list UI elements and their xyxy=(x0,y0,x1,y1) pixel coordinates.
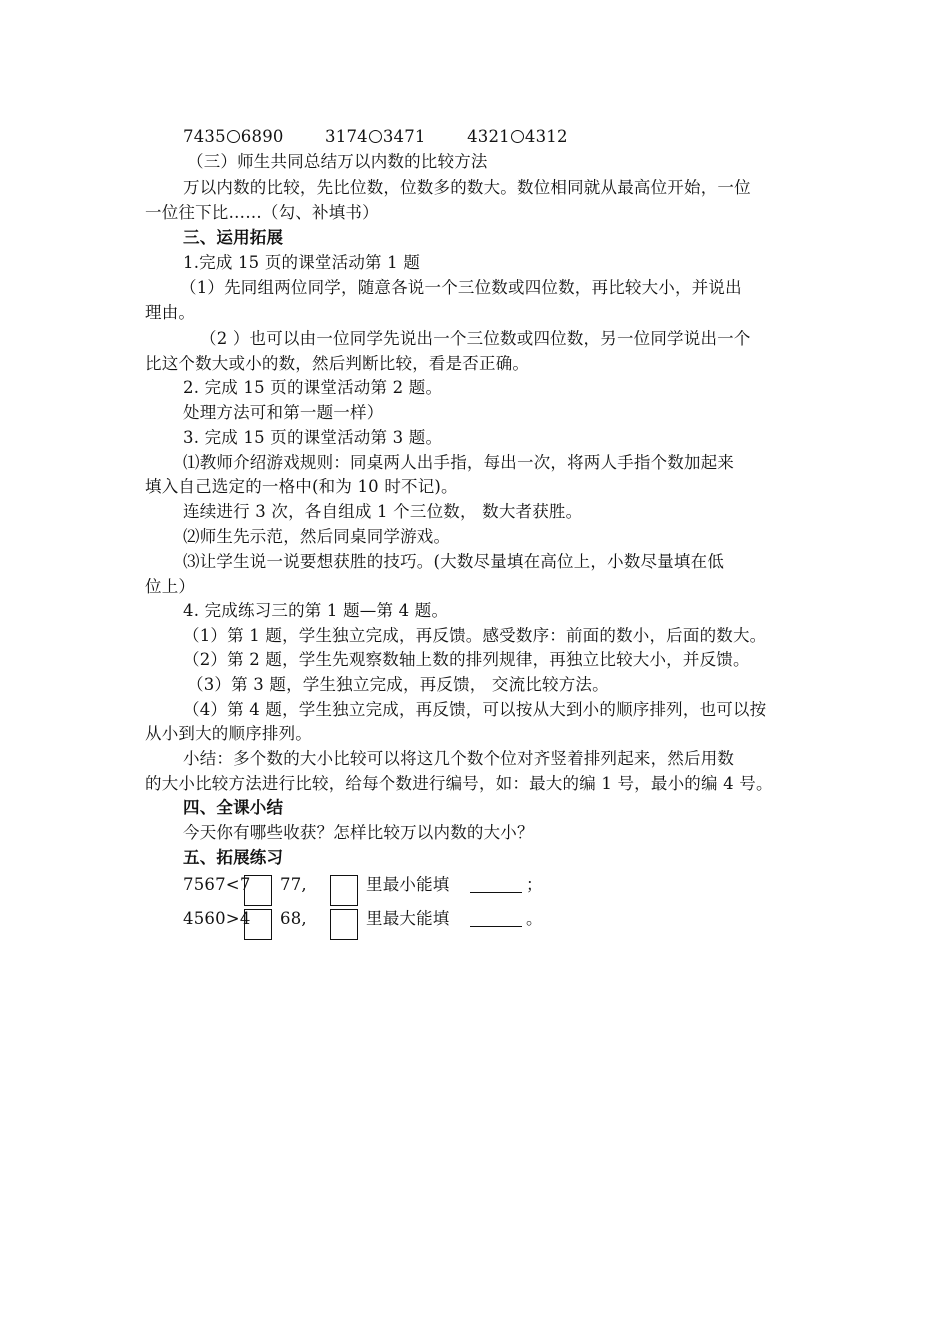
exercise-1-suffix: 77, xyxy=(280,875,307,894)
fill-blank[interactable] xyxy=(470,892,522,893)
paragraph-line: ⑶让学生说一说要想获胜的技巧。(大数尽量填在高位上，小数尽量填在低 xyxy=(183,552,725,571)
paragraph-line: 2. 完成 15 页的课堂活动第 2 题。 xyxy=(183,378,443,397)
paragraph-line: （3）第 3 题，学生独立完成，再反馈， 交流比较方法。 xyxy=(187,675,609,694)
paragraph-line: 3. 完成 15 页的课堂活动第 3 题。 xyxy=(183,428,443,447)
paragraph-line: （4）第 4 题，学生独立完成，再反馈，可以按从大到小的顺序排列，也可以按 xyxy=(183,700,767,719)
paragraph-line: （2 ）也可以由一位同学先说出一个三位数或四位数，另一位同学说出一个 xyxy=(200,329,751,348)
paragraph-line: 1.完成 15 页的课堂活动第 1 题 xyxy=(183,253,421,272)
paragraph-line: ⑵师生先示范，然后同桌同学游戏。 xyxy=(183,527,451,546)
paragraph-line: 位上） xyxy=(145,577,196,596)
paragraph-line: （2）第 2 题，学生先观察数轴上数的排列规律，再独立比较大小，并反馈。 xyxy=(183,650,750,669)
compare-circle xyxy=(227,130,240,143)
paragraph-line: 处理方法可和第一题一样） xyxy=(183,403,384,422)
paragraph-line: （1）第 1 题，学生独立完成，再反馈。感受数序：前面的数小，后面的数大。 xyxy=(183,626,767,645)
section-subtitle: （三）师生共同总结万以内数的比较方法 xyxy=(187,152,488,171)
compare-item-3: 4321 4312 xyxy=(467,127,568,146)
paragraph-line: 4. 完成练习三的第 1 题—第 4 题。 xyxy=(183,601,449,620)
paragraph-line: 的大小比较方法进行比较，给每个数进行编号，如：最大的编 1 号，最小的编 4 号。 xyxy=(145,774,773,793)
exercise-1-end: ； xyxy=(526,875,543,894)
compare-item-2: 3174 3471 xyxy=(325,127,426,146)
paragraph-line: 连续进行 3 次，各自组成 1 个三位数， 数大者获胜。 xyxy=(183,502,583,521)
paragraph-line: 从小到大的顺序排列。 xyxy=(145,724,312,743)
answer-box[interactable] xyxy=(244,909,272,940)
answer-box[interactable] xyxy=(330,909,358,940)
paragraph-line: （1）先同组两位同学，随意各说一个三位数或四位数，再比较大小，并说出 xyxy=(180,278,742,297)
fill-blank[interactable] xyxy=(470,926,522,927)
compare-circle xyxy=(511,130,524,143)
exercise-1-prefix: 7567<7 xyxy=(183,875,251,894)
section-heading-4: 四、全课小结 xyxy=(183,798,284,817)
section-heading-5: 五、拓展练习 xyxy=(183,848,284,867)
compare-row xyxy=(183,127,604,147)
compare-circle xyxy=(369,130,382,143)
exercise-2-prefix: 4560>4 xyxy=(183,909,251,928)
paragraph-line: ⑴教师介绍游戏规则：同桌两人出手指，每出一次，将两人手指个数加起来 xyxy=(183,453,735,472)
section-heading-3: 三、运用拓展 xyxy=(183,228,284,247)
compare-item-1: 7435 6890 xyxy=(183,127,284,146)
paragraph-line: 一位往下比……（勾、补填书） xyxy=(145,203,379,222)
paragraph-line: 比这个数大或小的数，然后判断比较，看是否正确。 xyxy=(145,354,530,373)
exercise-2-end: 。 xyxy=(526,909,543,928)
exercise-2-text: 里最大能填 xyxy=(366,909,450,928)
paragraph-line: 小结：多个数的大小比较可以将这几个数个位对齐竖着排列起来，然后用数 xyxy=(183,749,735,768)
paragraph-line: 万以内数的比较，先比位数，位数多的数大。数位相同就从最高位开始，一位 xyxy=(183,178,751,197)
paragraph-line: 理由。 xyxy=(145,303,196,322)
answer-box[interactable] xyxy=(330,875,358,906)
paragraph-line: 今天你有哪些收获？怎样比较万以内数的大小？ xyxy=(183,823,534,842)
answer-box[interactable] xyxy=(244,875,272,906)
paragraph-line: 填入自己选定的一格中(和为 10 时不记)。 xyxy=(145,477,458,496)
exercise-2-suffix: 68, xyxy=(280,909,307,928)
exercise-1-text: 里最小能填 xyxy=(366,875,450,894)
